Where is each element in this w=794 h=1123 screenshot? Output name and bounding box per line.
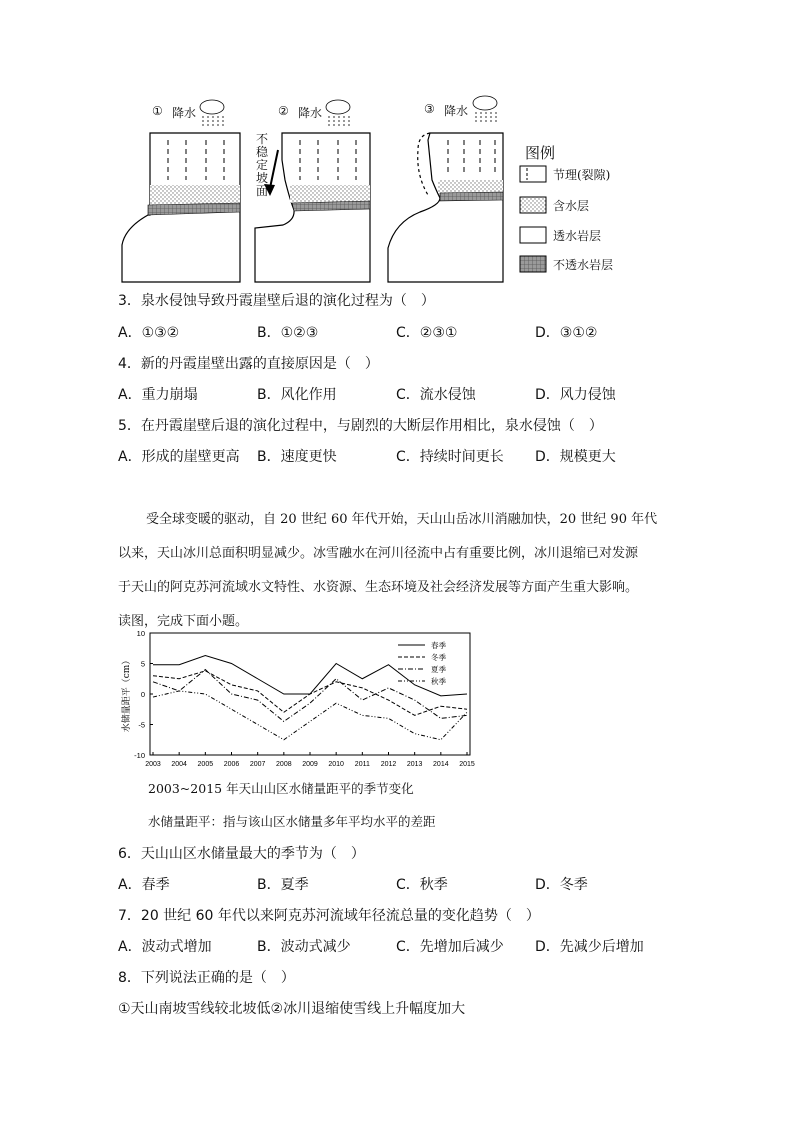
question-4-option-d[interactable]: D．风力侵蚀: [535, 387, 616, 403]
panel-3-number: ③: [424, 102, 435, 116]
legend-joint-label: 节理(裂隙): [553, 168, 611, 182]
y-axis-label: 水储量距平（cm）: [122, 655, 132, 733]
question-6-option-a[interactable]: A．春季: [118, 877, 170, 893]
rain-cloud-icon: [326, 100, 350, 128]
aquifer-layer-1: [150, 185, 240, 205]
x-tick-label: 2015: [459, 761, 475, 768]
question-7-option-c[interactable]: C．先增加后减少: [396, 939, 504, 955]
passage-line-1: 受全球变暖的驱动，自 20 世纪 60 年代开始，天山山岳冰川消融加快，20 世纪 90 年代: [146, 512, 658, 527]
panel-1-number: ①: [152, 104, 163, 118]
question-4-option-b[interactable]: B．风化作用: [257, 387, 337, 403]
chart-note: 水储量距平：指与该山区水储量多年平均水平的差距: [148, 814, 436, 829]
question-4-stem: 4．新的丹霞崖壁出露的直接原因是（ ）: [118, 356, 379, 372]
x-tick-label: 2011: [354, 761, 370, 768]
question-4-option-c[interactable]: C．流水侵蚀: [396, 387, 476, 403]
x-tick-label: 2003: [145, 761, 161, 768]
x-tick-label: 2005: [197, 761, 214, 768]
question-7-option-b[interactable]: B．波动式减少: [257, 939, 351, 955]
y-tick-label: 5: [140, 659, 145, 669]
unstable-slope-label: 不稳定坡面: [256, 132, 269, 198]
legend-permeable-label: 透水岩层: [553, 229, 602, 243]
question-7-option-a[interactable]: A．波动式增加: [118, 939, 212, 955]
question-5-option-d[interactable]: D．规模更大: [535, 449, 616, 465]
series-line-1: [153, 656, 467, 696]
x-tick-label: 2010: [328, 761, 344, 768]
passage-line-2: 以来，天山冰川总面积明显减少。冰雪融水在河川径流中占有重要比例，冰川退缩已对发源: [118, 546, 639, 561]
x-tick-label: 2007: [249, 761, 266, 768]
passage-line-3: 于天山的阿克苏河流域水文特性、水资源、生态环境及社会经济发展等方面产生重大影响。: [118, 580, 639, 595]
series-line-4: [153, 691, 467, 740]
y-tick-label: -10: [134, 751, 145, 760]
passage-line-4: 读图，完成下面小题。: [118, 614, 249, 629]
question-4-option-a[interactable]: A．重力崩塌: [118, 387, 198, 403]
question-8-stem: 8．下列说法正确的是（ ）: [118, 970, 295, 986]
aquifer-layer-2: [290, 185, 370, 203]
question-3-option-d[interactable]: D．③①②: [535, 325, 598, 341]
question-7-stem: 7．20 世纪 60 年代以来阿克苏河流域年径流总量的变化趋势（ ）: [118, 908, 540, 924]
legend-aquifer-swatch: [520, 197, 546, 213]
impermeable-layer-3: [440, 192, 503, 201]
legend-label-1: 春季: [431, 641, 446, 650]
question-3-stem: 3．泉水侵蚀导致丹霞崖壁后退的演化过程为（ ）: [118, 293, 435, 309]
legend-permeable-swatch: [520, 227, 546, 243]
x-tick-label: 2014: [433, 761, 449, 768]
question-3-option-b[interactable]: B．①②③: [257, 325, 319, 341]
question-6-option-b[interactable]: B．夏季: [257, 877, 309, 893]
x-tick-label: 2006: [223, 761, 240, 768]
panel-2: [255, 133, 370, 282]
chart-caption: 2003~2015 年天山山区水储量距平的季节变化: [148, 781, 414, 796]
question-7-option-d[interactable]: D．先减少后增加: [535, 939, 644, 955]
question-8-statements: ①天山南坡雪线较北坡低②冰川退缩使雪线上升幅度加大: [118, 1001, 466, 1017]
question-6-stem: 6．天山山区水储量最大的季节为（ ）: [118, 846, 365, 862]
cliff-evolution-figure: [0, 0, 794, 300]
rain-cloud-icon: [473, 96, 497, 124]
legend-joint-swatch: [520, 166, 546, 182]
panel-3-rain-label: 降水: [444, 104, 469, 118]
aquifer-layer-3: [438, 180, 503, 193]
panel-2-rain-label: 降水: [298, 106, 323, 120]
question-6-option-d[interactable]: D．冬季: [535, 877, 588, 893]
panel-1-rain-label: 降水: [172, 106, 197, 120]
reading-passage: [118, 503, 688, 639]
question-5-option-b[interactable]: B．速度更快: [257, 449, 337, 465]
water-storage-chart: [115, 625, 480, 775]
panel-1: [122, 133, 240, 282]
x-tick-label: 2008: [276, 761, 292, 768]
legend-title: 图例: [525, 144, 556, 162]
legend-label-3: 夏季: [431, 665, 446, 674]
x-tick-label: 2012: [380, 761, 397, 768]
question-5-stem: 5．在丹霞崖壁后退的演化过程中，与剧烈的大断层作用相比，泉水侵蚀（ ）: [118, 418, 603, 434]
question-5-option-a[interactable]: A．形成的崖壁更高: [118, 449, 240, 465]
x-tick-label: 2009: [302, 761, 318, 768]
question-6-option-c[interactable]: C．秋季: [396, 877, 448, 893]
legend-aquifer-label: 含水层: [553, 199, 590, 213]
legend-label-4: 秋季: [431, 677, 446, 686]
legend-impermeable-swatch: [520, 256, 546, 272]
y-tick-label: -5: [138, 720, 145, 730]
rain-cloud-icon: [200, 100, 224, 128]
slide-arrow: [270, 150, 278, 188]
y-tick-label: 10: [136, 629, 145, 638]
legend-label-2: 冬季: [431, 653, 446, 662]
question-3-option-a[interactable]: A．①③②: [118, 325, 180, 341]
impermeable-layer-2: [292, 201, 370, 211]
question-5-option-c[interactable]: C．持续时间更长: [396, 449, 504, 465]
panel-3: [388, 133, 503, 282]
panel-2-number: ②: [278, 104, 289, 118]
series-line-2: [153, 671, 467, 716]
y-tick-label: 0: [140, 690, 145, 699]
question-3-option-c[interactable]: C．②③①: [396, 325, 458, 341]
legend-impermeable-label: 不透水岩层: [553, 258, 614, 272]
x-tick-label: 2013: [406, 761, 423, 768]
x-tick-label: 2004: [171, 761, 187, 768]
